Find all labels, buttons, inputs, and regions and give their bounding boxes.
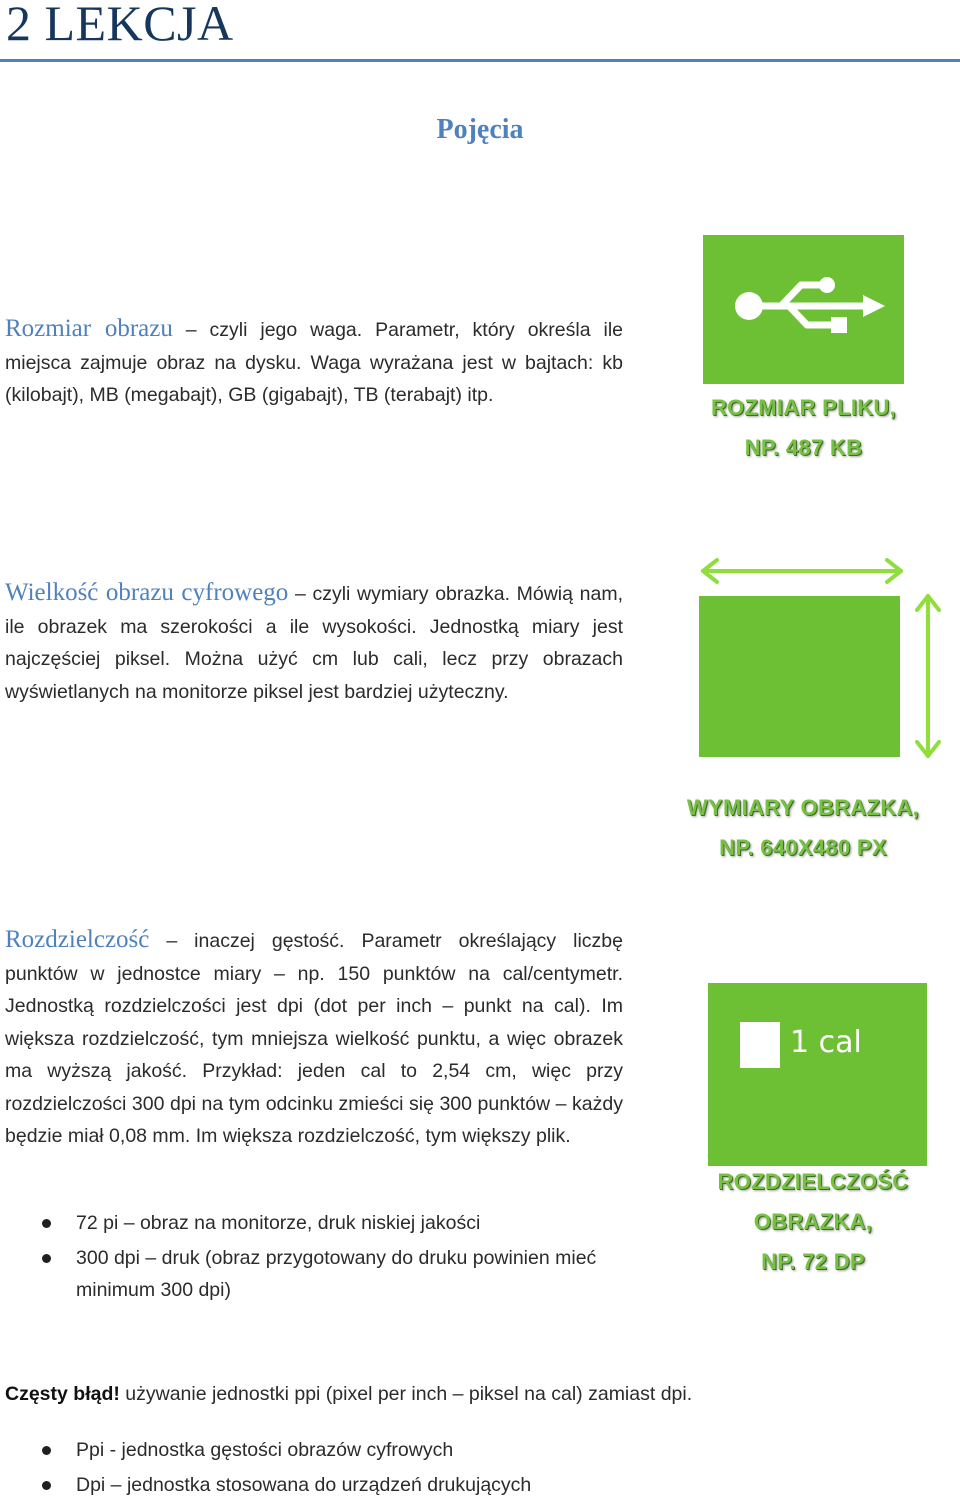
size-text: – czyli jego waga. Parametr, który określa ile miejsca zajmuje obraz na dysku. Waga wyrażana jest w bajtach: kb (kilobajt), MB (megabajt), GB (gigabajt), TB (terabajt) itp. <box>5 319 624 406</box>
list-item <box>0 1434 700 1467</box>
resolution-bullet-list <box>0 1207 624 1309</box>
resolution-term: Rozdzielczość <box>5 926 150 953</box>
size-caption <box>703 388 904 468</box>
size-paragraph <box>5 313 623 412</box>
resolution-bullet-1: 72 pi – obraz na monitorze, druk niskiej jakości <box>76 1212 481 1234</box>
bullet-icon <box>42 1481 51 1490</box>
dimensions-caption-line2: NP. 640X480 PX <box>719 835 887 860</box>
dimensions-paragraph <box>5 577 623 708</box>
title-divider <box>0 59 960 62</box>
mistake-label: Częsty błąd! <box>5 1383 120 1405</box>
resolution-text: – inaczej gęstość. Parametr określający liczbę punktów w jednostce miary – np. 150 punktów na cal/centymetr. Jednostką rozdzielczości jest dpi (dot per inch – punkt na cal). Im większa rozdzielczość, tym mniejsza wielkość punktu, a więc obrazek ma wyższą jakość. Przykład: jeden cal to 2,54 cm, więc przy rozdzielczości 300 dpi na tym odcinku zmieści się 300 punktów – każdy będzie miał 0,08 mm. Im większa rozdzielczość, tym większy plik. <box>5 930 623 1147</box>
resolution-paragraph <box>5 924 623 1153</box>
resolution-caption-line2: OBRAZKA, <box>753 1209 873 1234</box>
bullet-icon <box>42 1219 51 1228</box>
size-caption-line2: NP. 487 KB <box>744 435 863 460</box>
mistake-line <box>5 1383 692 1406</box>
page-title: 2 LEKCJA <box>6 0 234 51</box>
height-arrow-icon <box>913 590 943 762</box>
list-item <box>0 1469 700 1502</box>
mistake-bullet-1: Ppi - jednostka gęstości obrazów cyfrowych <box>76 1439 454 1461</box>
dimensions-text: – czyli wymiary obrazka. Mówią nam, ile obrazek ma szerokości a ile wysokości. Jednostką miary jest najczęściej piksel. Można użyć cm lub cali, lecz przy obrazach wyświetlanych na monitorze piksel jest bardziej użyteczny. <box>5 583 623 703</box>
inch-square-icon <box>740 1022 780 1068</box>
dimensions-box <box>699 596 900 757</box>
width-arrow-icon <box>697 556 907 586</box>
mistake-bullet-2: Dpi – jednostka stosowana do urządzeń drukujących <box>76 1473 532 1496</box>
inch-label: 1 cal <box>790 1025 862 1060</box>
resolution-box <box>708 983 927 1166</box>
mistake-text: używanie jednostki ppi (pixel per inch – piksel na cal) zamiast dpi. <box>119 1383 693 1405</box>
mistake-bullet-list <box>0 1434 700 1503</box>
list-item <box>0 1207 624 1240</box>
resolution-caption <box>693 1162 933 1282</box>
usb-illustration <box>703 235 904 384</box>
page-subtitle: Pojęcia <box>436 114 524 145</box>
dimensions-term: Wielkość obrazu cyfrowego <box>5 579 289 606</box>
resolution-caption-line3: NP. 72 DP <box>761 1249 865 1274</box>
usb-icon <box>703 235 904 384</box>
dimensions-caption <box>683 788 923 868</box>
list-item <box>0 1242 624 1307</box>
dimensions-caption-line1: WYMIARY OBRAZKA, <box>686 795 920 820</box>
bullet-icon <box>42 1254 51 1263</box>
bullet-icon <box>42 1446 51 1455</box>
resolution-caption-line1: ROZDZIELCZOŚĆ <box>717 1169 909 1194</box>
resolution-bullet-2: 300 dpi – druk (obraz przygotowany do druku powinien mieć minimum 300 dpi) <box>76 1246 597 1301</box>
size-term: Rozmiar obrazu <box>5 315 173 342</box>
size-caption-line1: ROZMIAR PLIKU, <box>710 395 897 420</box>
